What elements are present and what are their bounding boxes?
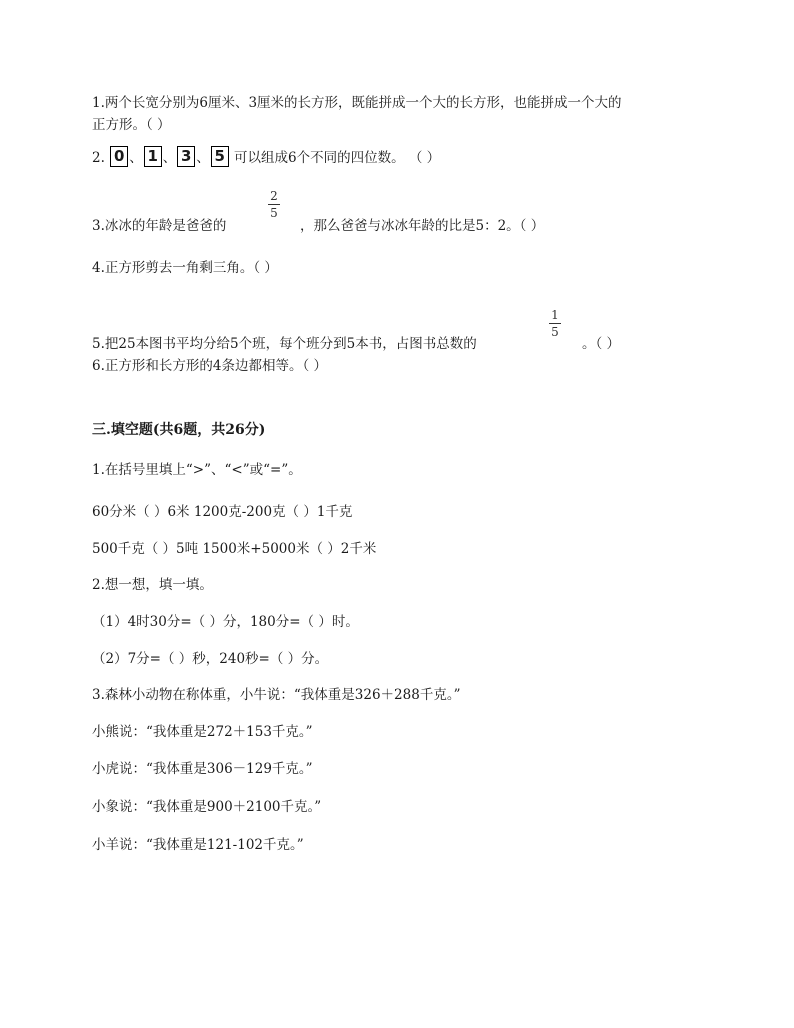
fraction-denominator: 5 [551, 325, 559, 339]
judge-q1-line1: 1.两个长宽分别为6厘米、3厘米的长方形，既能拼成一个大的长方形，也能拼成一个大的 [92, 95, 622, 111]
fill-q3-elephant: 小象说：“我体重是900＋2100千克。” [92, 799, 322, 815]
judge-q6: 6.正方形和长方形的4条边都相等。（ ） [92, 358, 328, 374]
fraction-one-fifth [549, 308, 561, 339]
fraction-bar [549, 323, 561, 324]
fill-q1: 1.在括号里填上“>”、“<”或“=”。 [92, 462, 302, 478]
fill-q1-row1: 60分米（ ）6米 1200克-200克（ ）1千克 [92, 504, 353, 520]
separator: 、 [162, 150, 177, 166]
judge-q5-before: 5.把25本图书平均分给5个班，每个班分到5本书，占图书总数的 [92, 336, 477, 352]
fraction-bar [268, 204, 280, 205]
judge-q2 [92, 146, 440, 170]
judge-q2-suffix: 可以组成6个不同的四位数。 （ ） [233, 150, 441, 166]
fill-q3-sheep: 小羊说：“我体重是121-102千克。” [92, 837, 304, 853]
judge-q3-after: ，那么爸爸与冰冰年龄的比是5：2。（ ） [300, 218, 545, 234]
fraction-numerator: 2 [270, 189, 278, 203]
fill-q2-row2: （2）7分=（ ）秒，240秒=（ ）分。 [92, 651, 329, 667]
fraction-numerator: 1 [551, 308, 559, 322]
fill-q1-row2: 500千克（ ）5吨 1500米+5000米（ ）2千米 [92, 541, 377, 557]
fill-q3: 3.森林小动物在称体重，小牛说：“我体重是326＋288千克。” [92, 687, 461, 703]
separator: 、 [129, 150, 143, 166]
judge-q2-prefix: 2. [92, 150, 105, 166]
judge-q3-before: 3.冰冰的年龄是爸爸的 [92, 218, 227, 234]
judge-q1-line2: 正方形。（ ） [92, 117, 171, 133]
digit-card-1: 1 [144, 146, 162, 167]
digit-card-2: 3 [177, 146, 195, 167]
digit-card-3: 5 [211, 146, 229, 167]
fraction-two-fifths [268, 189, 280, 220]
fraction-denominator: 5 [270, 206, 278, 220]
section-heading-fill-in: 三.填空题(共6题，共26分) [92, 422, 266, 438]
judge-q5-after: 。（ ） [582, 336, 621, 352]
fill-q2: 2.想一想，填一填。 [92, 577, 213, 593]
digit-card-0: 0 [110, 146, 128, 167]
fill-q2-row1: （1）4时30分=（ ）分，180分=（ ）时。 [92, 614, 359, 630]
fill-q3-tiger: 小虎说：“我体重是306－129千克。” [92, 761, 313, 777]
fill-q3-bear: 小熊说：“我体重是272＋153千克。” [92, 724, 313, 740]
judge-q4: 4.正方形剪去一角剩三角。（ ） [92, 260, 278, 276]
separator: 、 [196, 150, 210, 166]
